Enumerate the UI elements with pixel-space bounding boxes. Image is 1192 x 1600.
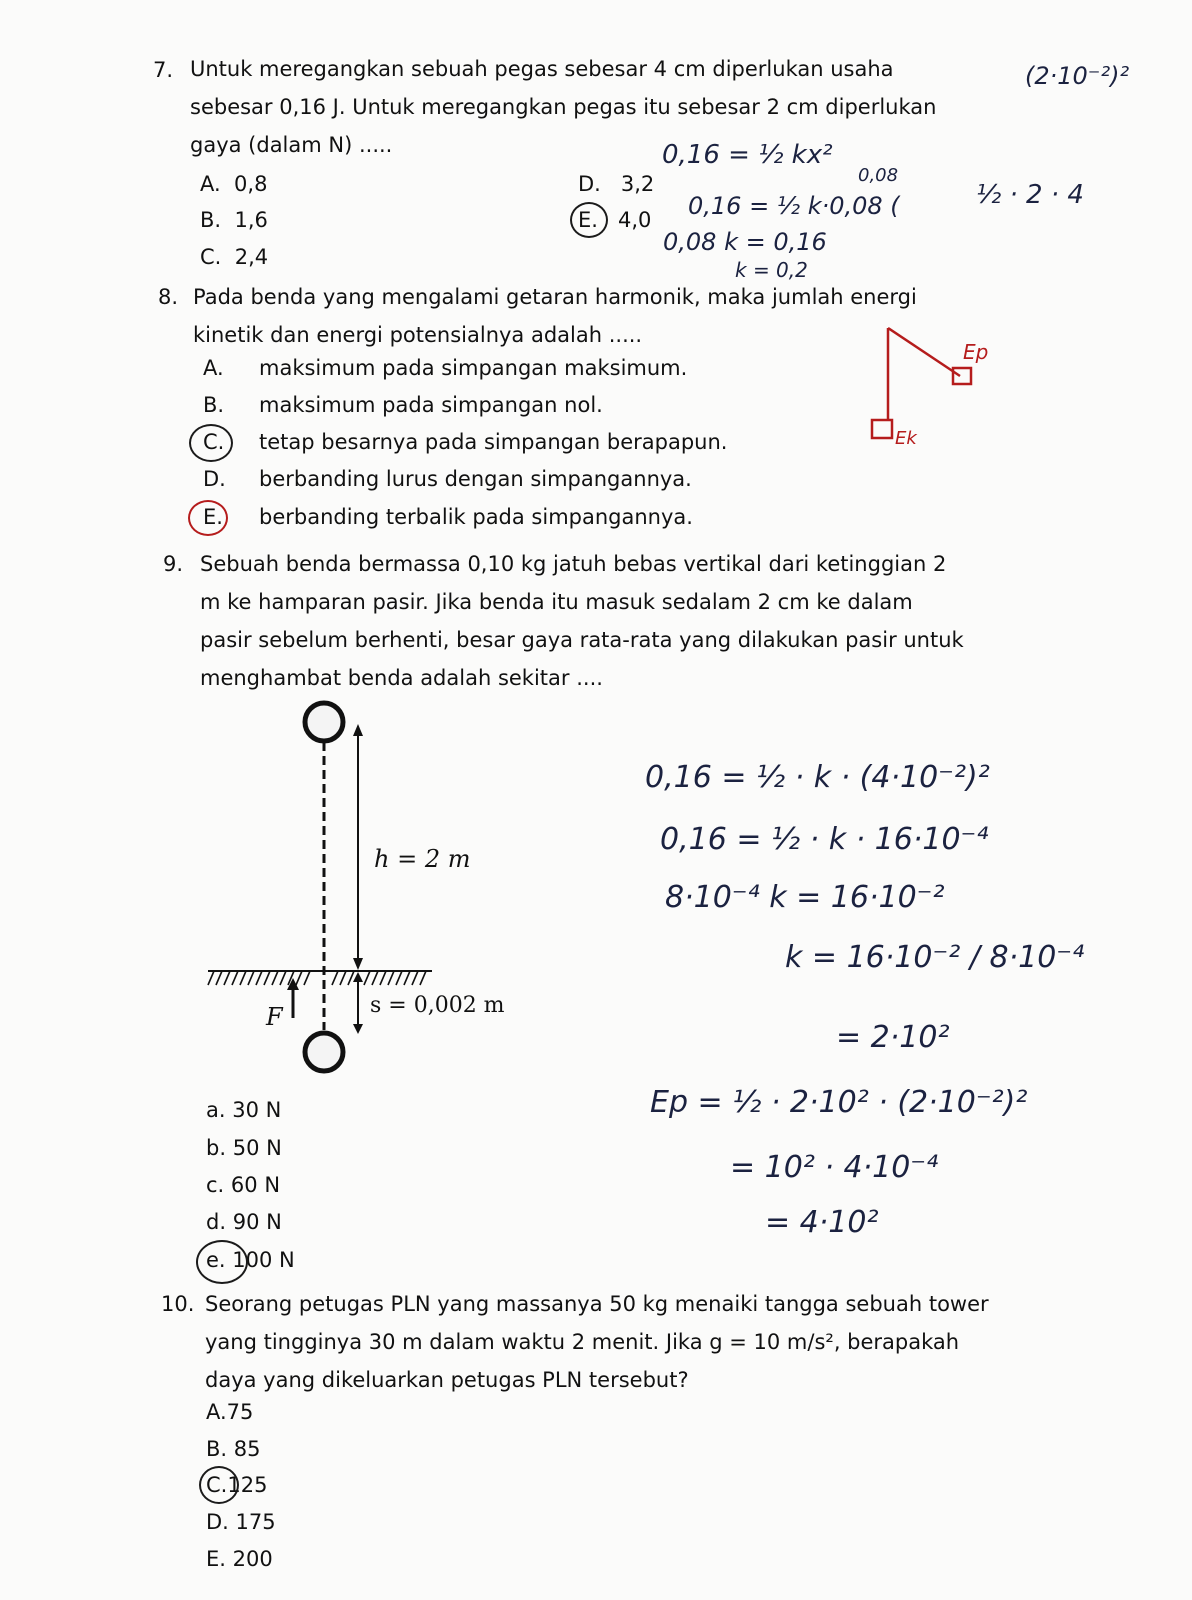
- q7-note-5: 0,08 k = 0,16: [663, 228, 827, 256]
- q10-answer-circle: [199, 1466, 239, 1504]
- q9-option-b: b. 50 N: [206, 1136, 282, 1160]
- q7-note-top-right: (2·10⁻²)²: [1025, 62, 1130, 90]
- q7-option-d: D. 3,2: [578, 172, 655, 196]
- q8-ek-label: Ek: [895, 428, 917, 449]
- q8-option-e: E. berbanding terbalik pada simpangannya.: [203, 505, 693, 529]
- q8-number: 8.: [158, 285, 179, 309]
- q7-note-6: k = 0,2: [735, 258, 808, 282]
- q9-h-label: h = 2 m: [374, 845, 471, 873]
- q7-note-4: ½ · 2 · 4: [976, 180, 1084, 210]
- q7-option-e: E. 4,0: [578, 208, 652, 232]
- q10-option-a: A.75: [206, 1400, 254, 1424]
- q8-ep-label: Ep: [963, 340, 989, 364]
- q7-note-1: 0,16 = ½ kx²: [662, 140, 833, 170]
- q8-line-2: kinetik dan energi potensialnya adalah .....: [193, 323, 643, 347]
- q8-option-d: D. berbanding lurus dengan simpangannya.: [203, 467, 692, 491]
- q7-number: 7.: [153, 58, 174, 82]
- q7-option-b: B. 1,6: [200, 208, 268, 232]
- q9-option-a: a. 30 N: [206, 1098, 282, 1122]
- q10-option-b: B. 85: [206, 1437, 261, 1461]
- q9-work-5: = 2·10²: [836, 1020, 950, 1055]
- q8-option-a: A. maksimum pada simpangan maksimum.: [203, 356, 688, 380]
- q7-line-3: gaya (dalam N) .....: [190, 133, 393, 157]
- q9-option-e: e. 100 N: [206, 1248, 295, 1272]
- q9-s-label: s = 0,002 m: [370, 993, 505, 1018]
- q7-note-3: 0,16 = ½ k·0,08 (: [688, 192, 900, 220]
- q7-line-1: Untuk meregangkan sebuah pegas sebesar 4 cm diperlukan usaha: [190, 57, 894, 81]
- q10-option-e: E. 200: [206, 1547, 273, 1571]
- q9-work-6: Ep = ½ · 2·10² · (2·10⁻²)²: [650, 1085, 1028, 1120]
- q8-option-c: C. tetap besarnya pada simpangan berapapun.: [203, 430, 728, 454]
- q9-option-c: c. 60 N: [206, 1173, 281, 1197]
- q9-work-1: 0,16 = ½ · k · (4·10⁻²)²: [645, 760, 990, 795]
- q9-line-4: menghambat benda adalah sekitar ....: [200, 666, 603, 690]
- q9-work-4: k = 16·10⁻² / 8·10⁻⁴: [785, 940, 1085, 975]
- q7-option-a: A. 0,8: [200, 172, 268, 196]
- q8-text: [193, 278, 917, 354]
- q9-line-3: pasir sebelum berhenti, besar gaya rata-rata yang dilakukan pasir untuk: [200, 628, 964, 652]
- q10-text: [205, 1285, 989, 1399]
- q9-work-8: = 4·10²: [765, 1205, 879, 1240]
- q10-option-d: D. 175: [206, 1510, 276, 1534]
- q8-line-1: Pada benda yang mengalami getaran harmonik, maka jumlah energi: [193, 285, 917, 309]
- q10-line-1: Seorang petugas PLN yang massanya 50 kg menaiki tangga sebuah tower: [205, 1292, 989, 1316]
- q9-line-2: m ke hamparan pasir. Jika benda itu masuk sedalam 2 cm ke dalam: [200, 590, 913, 614]
- q9-work-3: 8·10⁻⁴ k = 16·10⁻²: [665, 880, 945, 915]
- q10-option-c: C.125: [206, 1473, 268, 1497]
- q8-option-b: B. maksimum pada simpangan nol.: [203, 393, 603, 417]
- q9-number: 9.: [163, 552, 184, 576]
- q9-line-1: Sebuah benda bermassa 0,10 kg jatuh bebas vertikal dari ketinggian 2: [200, 552, 947, 576]
- q7-answer-circle: [570, 202, 608, 238]
- q9-text: [200, 545, 964, 697]
- q9-option-d: d. 90 N: [206, 1210, 282, 1234]
- q10-number: 10.: [161, 1292, 195, 1316]
- q7-option-c: C. 2,4: [200, 245, 269, 269]
- q9-figure: [200, 700, 520, 1080]
- q7-note-2: 0,08: [858, 165, 899, 186]
- q10-line-2: yang tingginya 30 m dalam waktu 2 menit. Jika g = 10 m/s², berapakah: [205, 1330, 960, 1354]
- q9-work-2: 0,16 = ½ · k · 16·10⁻⁴: [660, 822, 989, 857]
- q9-answer-circle: [196, 1240, 248, 1284]
- q10-line-3: daya yang dikeluarkan petugas PLN tersebut?: [205, 1368, 689, 1392]
- q9-f-label: F: [266, 1003, 283, 1031]
- q9-work-7: = 10² · 4·10⁻⁴: [730, 1150, 939, 1185]
- q7-line-2: sebesar 0,16 J. Untuk meregangkan pegas itu sebesar 2 cm diperlukan: [190, 95, 937, 119]
